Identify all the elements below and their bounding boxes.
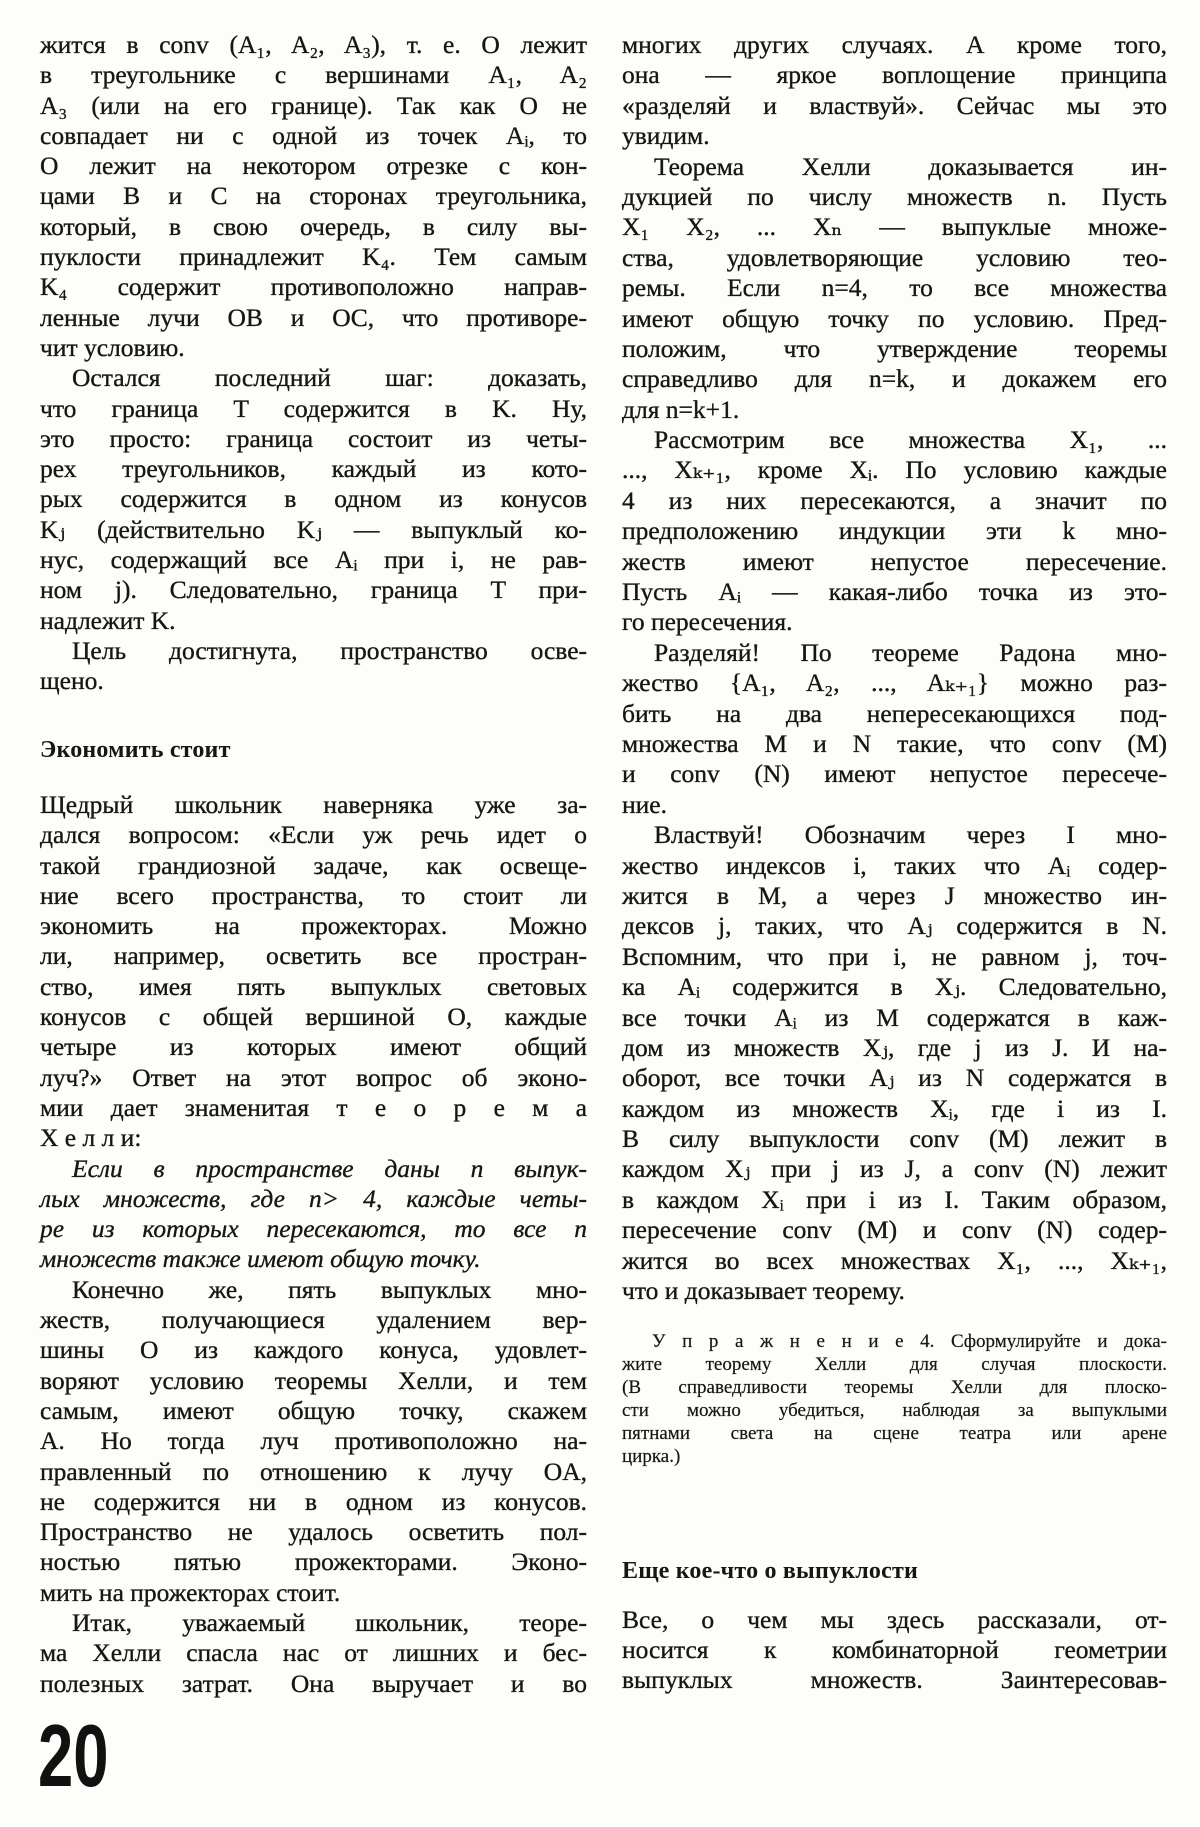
text-line: ли, например, осветить все простран- (40, 941, 587, 971)
text-line: ностью пятью прожекторами. Эконо- (40, 1547, 587, 1577)
text-line: Теорема Хелли доказывается ин- (654, 151, 1167, 181)
text-line: это просто: граница состоит из четы- (40, 423, 587, 453)
text-line: каждом из множеств Xᵢ, где i из I. (622, 1093, 1167, 1123)
text-line: дукцией по числу множеств n. Пусть (622, 181, 1167, 211)
text-line: экономить на прожекторах. Можно (40, 911, 587, 941)
text-line: для n=k+1. (622, 394, 740, 424)
text-line: ние всего пространства, то стоит ли (40, 880, 587, 910)
text-line: пуклости принадлежит K₄. Тем самым (40, 242, 587, 272)
text-line: мить на прожекторах стоит. (40, 1577, 341, 1607)
text-line: рех треугольников, каждый из кото- (40, 454, 587, 484)
text-line: A₃ (или на его границе). Так как O не (40, 90, 587, 120)
text-line: ремы. Если n=4, то все множества (622, 273, 1167, 303)
text-line: щено. (40, 666, 104, 696)
text-line: жится в M, а через J множество ин- (622, 880, 1167, 910)
text-line: множеств также имеют общую точку. (40, 1244, 481, 1274)
text-line: ленные лучи OB и OC, что противоре- (40, 302, 587, 332)
text-line: выпуклых множеств. Заинтересовав- (622, 1665, 1167, 1694)
text-line: цами B и C на сторонах треугольника, (40, 181, 587, 211)
paragraph (622, 152, 1167, 426)
text-line: жеств имеют непустое пересечение. (622, 546, 1167, 576)
text-line: в каждом Xᵢ при i из I. Таким образом, (622, 1184, 1167, 1214)
text-line: ном j). Следовательно, граница T при- (40, 575, 587, 605)
text-line: У п р а ж н е н и е 4. Сформулируйте и дока- (652, 1331, 1167, 1352)
text-line: Цель достигнута, пространство осве- (72, 635, 587, 665)
text-line: предположению индукции эти k мно- (622, 516, 1167, 546)
text-line: Все, о чем мы здесь рассказали, от- (622, 1605, 1167, 1634)
paragraph (40, 1608, 587, 1699)
text-line: пятнами света на сцене театра или арене (622, 1423, 1167, 1444)
text-line: Пространство не удалось осветить пол- (40, 1517, 587, 1547)
text-line: совпадает ни с одной из точек Aᵢ, то (40, 120, 587, 150)
paragraph (40, 1275, 587, 1608)
text-line: Если в пространстве даны n выпук- (72, 1153, 587, 1183)
text-line: ства, удовлетворяющие условию тео- (622, 242, 1167, 272)
paragraph (622, 1330, 1167, 1468)
text-line: ка Aᵢ содержится в Xⱼ. Следовательно, (622, 972, 1167, 1002)
text-line: и conv (N) имеют непустое пересече- (622, 759, 1167, 789)
text-line: A. Но тогда луч противоположно на- (40, 1426, 587, 1456)
text-line: который, в свою очередь, в силу вы- (40, 211, 587, 241)
text-line: ..., Xₖ₊₁, кроме Xᵢ. По условию каждые (622, 455, 1167, 485)
right-column-end-text (622, 1605, 1167, 1695)
text-line: что и доказывает теорему. (622, 1276, 905, 1306)
text-line: что граница T содержится в K. Ну, (40, 393, 587, 423)
text-line: надлежит K. (40, 605, 176, 635)
text-line: (В справедливости теоремы Хелли для плоско- (622, 1377, 1167, 1398)
text-line: в треугольнике с вершинами A₁, A₂ (40, 60, 587, 90)
text-line: воряют условию теоремы Хелли, и тем (40, 1365, 587, 1395)
text-line: дексов j, таких, что Aⱼ содержится в N. (622, 911, 1167, 941)
text-line: жится во всех множествах X₁, ..., Xₖ₊₁, (622, 1245, 1167, 1275)
text-line: ство, имея пять выпуклых световых (40, 971, 587, 1001)
text-line: многих других случаях. А кроме того, (622, 30, 1167, 59)
text-line: положим, что утверждение теоремы (622, 333, 1167, 363)
paragraph (40, 636, 587, 697)
text-line: шины O из каждого конуса, удовлет- (40, 1335, 587, 1365)
text-line: го пересечения. (622, 607, 793, 637)
text-line: справедливо для n=k, и докажем его (622, 364, 1167, 394)
text-line: сти можно убедиться, наблюдая за выпуклыми (622, 1400, 1167, 1421)
text-line: такой грандиозной задаче, как освеще- (40, 850, 587, 880)
text-line: мии дает знаменитая т е о р е м а (40, 1092, 587, 1122)
text-line: Пусть Aᵢ — какая-либо точка из это- (622, 577, 1167, 607)
text-line: Щедрый школьник наверняка уже за- (40, 790, 587, 819)
text-line: «разделяй и властвуй». Сейчас мы это (622, 90, 1167, 120)
paragraph (40, 790, 587, 1154)
text-line: конусов с общей вершиной O, каждые (40, 1002, 587, 1032)
text-line: каждом Xⱼ при j из J, a conv (N) лежит (622, 1154, 1167, 1184)
text-line: Kⱼ (действительно Kⱼ — выпуклый ко- (40, 514, 587, 544)
text-line: X₁ X₂, ... Xₙ — выпуклые множе- (622, 212, 1167, 242)
text-line: Разделяй! По теореме Радона мно- (654, 637, 1167, 667)
paragraph (622, 30, 1167, 152)
section-heading-convexity: Еще кое-что о выпуклости (622, 1558, 918, 1584)
text-line: дом из множеств Xⱼ, где j из J. И на- (622, 1032, 1167, 1062)
text-line: лых множеств, где n> 4, каждые четы- (40, 1183, 587, 1213)
text-line: носится к комбинаторной геометрии (622, 1635, 1167, 1664)
right-column-top-text (622, 30, 1167, 1306)
text-line: множества M и N такие, что conv (M) (622, 728, 1167, 758)
text-line: ре из которых пересекаются, то все n (40, 1214, 587, 1244)
text-line: жеств, получающиеся удалением вер- (40, 1305, 587, 1335)
text-line: ма Хелли спасла нас от лишних и бес- (40, 1638, 587, 1668)
text-line: K₄ содержит противоположно направ- (40, 272, 587, 302)
text-line: жество индексов i, таких что Aᵢ содер- (622, 850, 1167, 880)
text-line: рых содержится в одном из конусов (40, 484, 587, 514)
text-line: ние. (622, 789, 667, 819)
paragraph (622, 820, 1167, 1306)
section-heading-economy: Экономить стоит (40, 737, 231, 763)
left-column-main-text (40, 790, 587, 1699)
text-line: увидим. (622, 121, 710, 151)
exercise-note (622, 1330, 1167, 1468)
text-line: луч?» Ответ на этот вопрос об эконо- (40, 1062, 587, 1092)
text-line: не содержится ни в одном из конусов. (40, 1486, 587, 1516)
text-line: жится в conv (A₁, A₂, A₃), т. е. O лежит (40, 30, 587, 59)
text-line: самым, имеют общую точку, скажем (40, 1395, 587, 1425)
text-line: чит условию. (40, 332, 185, 362)
text-line: жите теорему Хелли для случая плоскости. (622, 1354, 1167, 1375)
text-line: имеют общую точку по условию. Пред- (622, 303, 1167, 333)
text-line: полезных затрат. Она выручает и во (40, 1668, 587, 1698)
text-line: Итак, уважаемый школьник, теоре- (72, 1608, 587, 1638)
left-column-top-text (40, 30, 587, 697)
text-line: В силу выпуклости conv (M) лежит в (622, 1124, 1167, 1154)
text-line: O лежит на некотором отрезке с кон- (40, 151, 587, 181)
theorem-statement (40, 1154, 587, 1275)
paragraph (40, 30, 587, 363)
paragraph (622, 638, 1167, 820)
text-line: 4 из них пересекаются, а значит по (622, 485, 1167, 515)
text-line: правленный по отношению к лучу OA, (40, 1456, 587, 1486)
text-line: Х е л л и: (40, 1123, 142, 1153)
page-number: 20 (38, 1706, 109, 1805)
text-line: цирка.) (622, 1446, 681, 1467)
paragraph (622, 1605, 1167, 1695)
text-line: бить на два непересекающихся под- (622, 698, 1167, 728)
paragraph (40, 363, 587, 636)
text-line: пересечение conv (M) и conv (N) содер- (622, 1215, 1167, 1245)
text-line: Властвуй! Обозначим через I мно- (654, 820, 1167, 850)
text-line: Конечно же, пять выпуклых мно- (72, 1274, 587, 1304)
text-line: Остался последний шаг: доказать, (72, 363, 587, 393)
text-line: Вспомним, что при i, не равном j, точ- (622, 941, 1167, 971)
text-line: четыре из которых имеют общий (40, 1032, 587, 1062)
text-line: жество {A₁, A₂, ..., Aₖ₊₁} можно раз- (622, 668, 1167, 698)
text-line: дался вопросом: «Если уж речь идет о (40, 820, 587, 850)
text-line: нус, содержащий все Aᵢ при i, не рав- (40, 545, 587, 575)
text-line: все точки Aᵢ из M содержатся в каж- (622, 1002, 1167, 1032)
text-line: оборот, все точки Aⱼ из N содержатся в (622, 1063, 1167, 1093)
paragraph (622, 425, 1167, 638)
text-line: она — яркое воплощение принципа (622, 60, 1167, 90)
text-line: Рассмотрим все множества X₁, ... (654, 425, 1167, 455)
